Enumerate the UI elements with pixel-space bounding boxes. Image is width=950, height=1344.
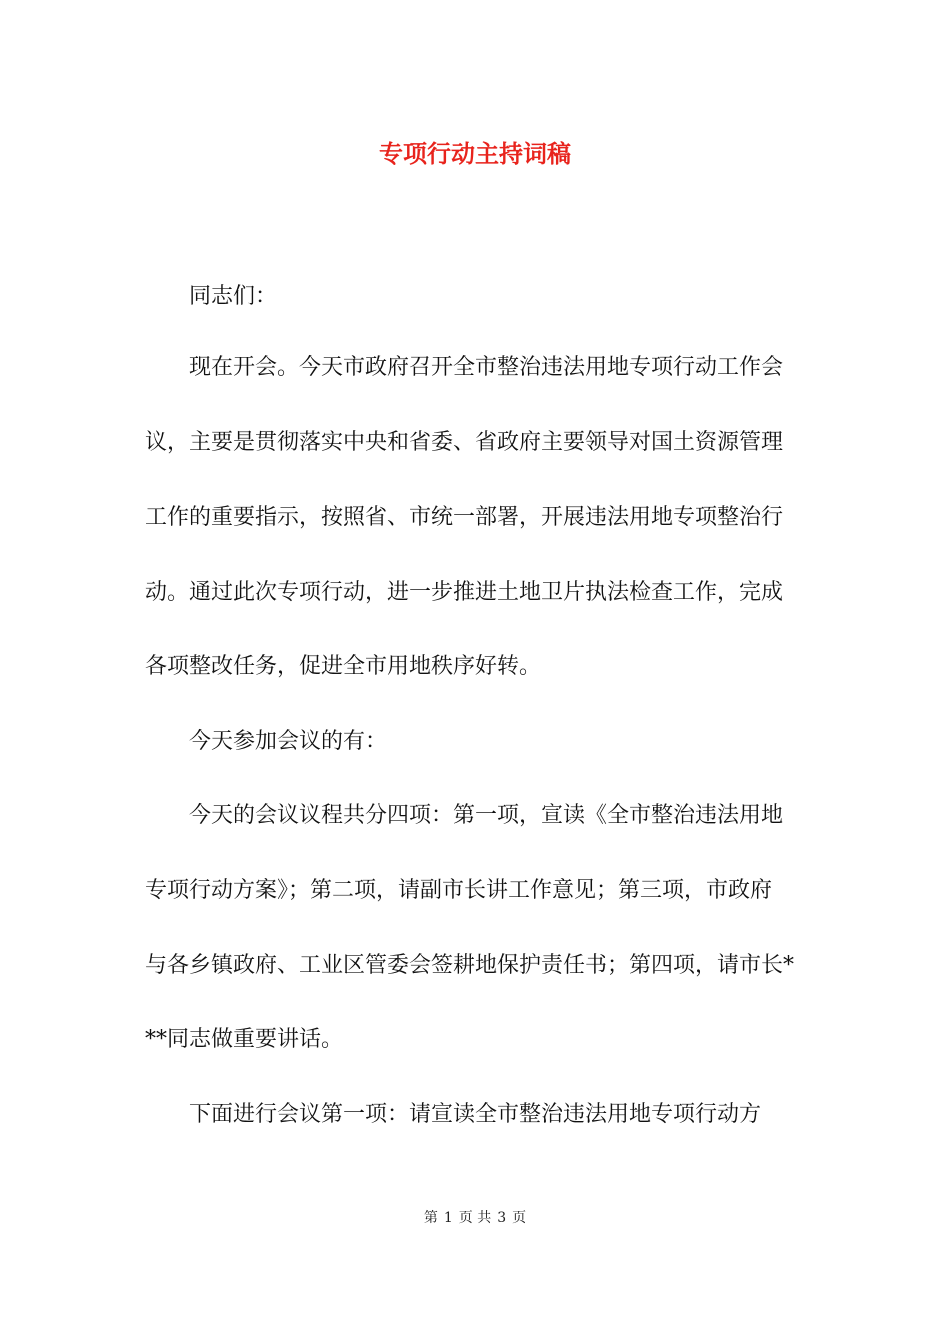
paragraph-line: 各项整改任务，促进全市用地秩序好转。 (145, 654, 542, 679)
page-label-suffix: 页 (512, 1210, 527, 1226)
page-label-mid: 页 共 (458, 1210, 492, 1226)
paragraph-line: 专项行动方案》；第二项，请副市长讲工作意见；第三项，市政府 (145, 878, 773, 903)
total-pages-number: 3 (497, 1210, 507, 1226)
paragraph-line: 动。通过此次专项行动，进一步推进土地卫片执法检查工作，完成 (145, 580, 784, 605)
paragraph-line: 现在开会。今天市政府召开全市整治违法用地专项行动工作会 (145, 355, 784, 380)
current-page-number: 1 (443, 1210, 453, 1226)
paragraph-line: 下面进行会议第一项：请宣读全市整治违法用地专项行动方 (145, 1102, 762, 1127)
paragraph-line: **同志做重要讲话。 (145, 1027, 344, 1052)
paragraph-line: 工作的重要指示，按照省、市统一部署，开展违法用地专项整治行 (145, 505, 784, 530)
page-label-prefix: 第 (423, 1210, 438, 1226)
paragraph-line: 今天参加会议的有： (145, 729, 388, 754)
paragraph-line: 同志们： (145, 284, 278, 309)
paragraph-line: 与各乡镇政府、工业区管委会签耕地保护责任书；第四项，请市长* (145, 953, 795, 978)
paragraph-line: 今天的会议议程共分四项：第一项，宣读《全市整治违法用地 (145, 803, 784, 828)
document-title: 专项行动主持词稿 (379, 139, 571, 168)
paragraph-line: 议，主要是贯彻落实中央和省委、省政府主要领导对国土资源管理 (145, 430, 784, 455)
page-number-footer (0, 1208, 950, 1228)
